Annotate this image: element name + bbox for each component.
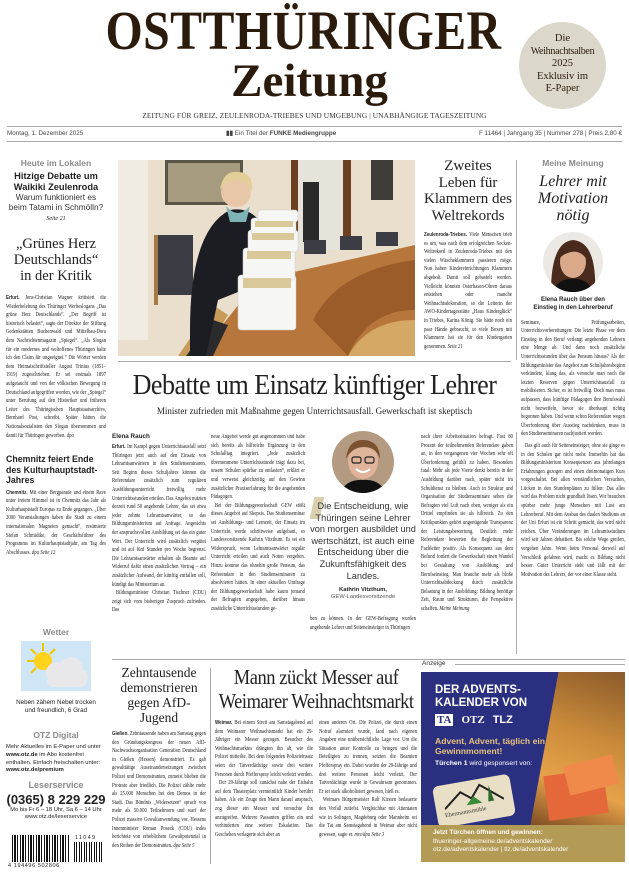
- article-text: Viele Menschen trieb es um, was nach dem erfolgreichen Socken-Weltrekord in Zeulenroda-Triebes mit den vielen Wäscheklammern passieren möge. Nun haben Kindereinrichtungen Klammern abgeholt. Damit soll gebastelt werden. Vielleicht könnten Osterhasen-Ohren daraus entstehen oder manche Weihnachtsdekoration, so die Leiterin der AWO-Kindertagesstätte „Haus Kinderglück“ in Triebes, Karina König. Sie hätte noch ein paar Hände gebraucht, so viele Boxen mit Klammern hat sie für den Kindergarten genommen.: [424, 232, 512, 350]
- divider: [112, 659, 625, 660]
- badge-line: E-Paper: [545, 83, 580, 94]
- funke-icon: ▮▮: [226, 130, 235, 137]
- masthead-title-line1: OSTTHÜRINGER: [105, 0, 502, 61]
- pull-quote: Die Entscheidung, wie Thüringen seine Lehrer von morgen ausbildet und wertschätzt, ist auch eine Entscheidung über die Zukunftsfähigkeit des Landes.: [310, 501, 416, 581]
- issue-date: Montag, 1. Dezember 2025: [7, 130, 84, 137]
- ad-cta: Jetzt Türchen öffnen und gewinnen:: [433, 829, 543, 836]
- service-hours: Mo bis Fr 6 – 18 Uhr, Sa 6 – 14 Uhr: [10, 807, 102, 813]
- article-text: Bei der Bildungsgewerkschaft GEW stößt dieses Angebot auf Skepsis. Das Studienseminar sei Ausbildungs- und Lernzeit, der Einsatz im Unterricht werde schrittweise aufgebaut, so Landesvorsitzende Kathrin Vitzthum. Es sei ein Widerspruch, wenn Lehramtsanwärter regulär Unterricht erteilen und auch Noten vergeben. Hinzu komme das ohnehin große Pensum, das Referendare in den Studienseminaren zu absolvieren hätten. In einer aktuellen Umfrage der Bildungsgewerkschaft habe kaum jemand der Befragten angegeben, darüber hinaus zusätzliche Unterrichtsstunden ge-: [211, 502, 305, 612]
- service-title: Leserservice: [28, 780, 84, 790]
- klammern-photo[interactable]: [118, 160, 415, 356]
- service-url[interactable]: www.otz.de/leserservice: [24, 814, 88, 820]
- lead-col-2: [211, 433, 305, 613]
- lead-col-1: [112, 433, 206, 615]
- dateline: Weimar.: [215, 720, 233, 726]
- ad-slogan: Advent, Advent, täglich ein Gewinnmoment!: [435, 736, 545, 756]
- badge-line: 2025: [552, 58, 573, 69]
- e-paper-badge[interactable]: [519, 22, 606, 109]
- source-ref: dpa: [66, 432, 74, 439]
- digital-link[interactable]: www.otz.de: [6, 751, 38, 758]
- chemnitz-article-text: [6, 489, 106, 558]
- opinion-kicker: Meine Meinung: [542, 158, 604, 168]
- article-text: Zehntausende haben am Samstag gegen den Gründungskongress der neuen AfD-Nachwuchsorganisation Generation Deutschland in Gießen (Hessen) demonstriert. Es gab gewalttätige Auseinandersetzungen zwischen Polizei und Demonstranten, zumeist blieben die Proteste aber friedlich. Die Polizei zählte mehr als 25.000 Menschen bei den Demos in der Stadt. Das Bündnis „Widersetzen“ sprach von mehr als 50.000 Teilnehmern und warf der Polizei massive Gewaltanwendung vor. Hessens Innenminister Roman Poseck (CDU) indes berichtete von erheblichem Gewaltpotenzial in den Reihen der Demonstranten.: [112, 731, 206, 849]
- premium-link[interactable]: www.otz.de/premium: [6, 767, 64, 774]
- article-text: einen anderen Ort. Die Polizei, die durch einen Notruf alarmiert wurde, fand nach eigenen Angaben eine unübersichtliche Lage vor. Um die Situation unter Kontrolle zu bringen und die Beteiligten zu trennen, setzten die Beamten Pfefferspray ein. Dabei wurden der 29-Jährige und drei weitere Personen leicht verletzt. Der Tatverdächtige wurde in Gewahrsam genommen. Er sei stark alkoholisiert gewesen, hieß es.: [319, 720, 417, 795]
- source-ref: Seite 21: [447, 343, 463, 350]
- lead-headline[interactable]: Debatte um Einsatz künftiger Lehrer: [132, 369, 497, 401]
- weather-title: Wetter: [42, 627, 70, 637]
- ad-url-1[interactable]: thueringer-allgemeine.de/adventskalender: [433, 837, 553, 845]
- article-text: Bildungsminister Christian Tischner (CDU) zeigt sich vom bisherigen Zuspruch zufrieden. Das: [112, 590, 206, 614]
- dateline: Chemnitz.: [6, 489, 28, 496]
- leserservice-box: [4, 780, 108, 821]
- divider: [455, 664, 625, 665]
- lead-text: [112, 443, 206, 615]
- quote-portrait: [332, 431, 394, 493]
- article-text: Jens-Christian Wagner kritisiert die Wiederbelebung des Thüringer Werbeslogans „Das grüne Herz Deutschlands“. „Der Begriff ist historisch belastet“, sagte der Direktor der Stiftung Gedenkstätten Buchenwald und Mittelbau-Dora dem Nachrichtenmagazin „Spiegel“. „Als Slogan für ein modernes und weltoffenes Thüringen halte ich den Claim für ungeeignet.“ Die Wörter werden dem Heimatschriftsteller August Trinius (1851–1919) zugeschrieben. Er sei erstmals 1897 aufgetaucht und von der völkischen Bewegung in Deutschland aufgegriffen worden, wie der „Spiegel“ unter Berufung auf den Historiker und früheren Leiter des Thüringischen Hauptstaatsarchivs, Bernhard Post, schreibt. Später hätten die Nationalsozialisten den Slogan übernommen und damit für Thüringen geworben.: [6, 295, 106, 439]
- weimar-col-2: [319, 719, 417, 839]
- digital-text-2: im Abo kostenfrei enthalten. Einfach freischalten unter:: [6, 751, 101, 766]
- article-text: Mit einer Bergparade und einem Rave unter freiem Himmel ist in Chemnitz das Jahr als Kulturhauptstadt Europas zu Ende gegangen. „Über 2000 Veranstaltungen haben die Stadt zu einem internationalen Magneten gemacht“, resümierte Stefan Schmidtke, der Geschäftsführer des Programms im Kulturhauptstadtjahr, am Tag des Abschlusses.: [6, 489, 106, 556]
- opinion-column: [521, 158, 625, 579]
- klammern-article: [424, 158, 512, 351]
- otz-digital-box: [6, 730, 106, 775]
- sponsor-bold: Türchen 1: [435, 760, 468, 767]
- weather-box: [6, 627, 106, 715]
- quote-name: Kathrin Vitzthum,: [339, 587, 387, 594]
- barcode-addon-bars: [74, 842, 104, 862]
- ta-logo: TA: [437, 714, 452, 726]
- ad-sponsor-line: [435, 760, 532, 767]
- article-text: Der 29-Jährige soll zunächst nahe der Eisbahn auf dem Theaterplatz vermeintlich Kinder berührt haben. Als ein Zeuge den Mann darauf ansprach, zog dieser ein Messer und versuchte ihn anzugreifen. Mehrere Passanten griffen ein und verhinderten eine weitere Eskalation. Das Geschehen verlagerte sich aber an: [215, 780, 313, 838]
- article-text: neue Angebot werde gut angenommen und habe sich bereits als hilfreiche Ergänzung in den Schulalltag integriert. „Jede zusätzlich übernommene Unterrichtsstunde trägt dazu bei, unsere Schulen spürbar zu entlasten“, erklärt er und verweist gleichzeitig auf den Gewinn zusätzlicher Praxiserfahrung für die angehenden Pädagogen.: [211, 434, 305, 501]
- local-headline[interactable]: Hitzige Debatte um Waikiki Zeulenroda: [13, 171, 99, 192]
- left-column: [6, 158, 106, 557]
- badge-line: Die: [554, 33, 571, 44]
- dateline: Erfurt.: [6, 295, 20, 301]
- sponsor-rest: wird gesponsert von:: [469, 760, 533, 767]
- divider: [118, 361, 511, 362]
- badge-line: Weihnachtsalben: [530, 45, 595, 57]
- local-page-ref: Seite 21: [46, 216, 66, 222]
- article-text: Bei einem Streit am Samstagabend auf dem Weimarer Weihnachtsmarkt hat ein 29-Jähriger ein Messer gezogen. Besucher des Weihnachtsmarktes drängten ihn ab, wie die Polizei mitteilte. Bei dem folgenden Polizeieinsatz seien der Tatverdächtige sowie drei weitere Personen durch Pfefferspray leicht verletzt worden.: [215, 720, 313, 778]
- chemnitz-headline[interactable]: Chemnitz feiert Ende des Kulturhauptstadt-Jahres: [6, 454, 98, 486]
- author-portrait: [543, 232, 603, 292]
- column-divider: [516, 432, 517, 654]
- article-text: nach ihrer Arbeitssituation befragt. Fast 80 Prozent der teilnehmenden Referendare gaben an, in den vergangenen vier Wochen sehr oft Überforderung gefühlt zu haben. Besonders fatal: Mehr als jede Vierte denkt bereits in der Ausbildung darüber nach, später nicht im Schuldienst zu bleiben. Auch in Struktur und Organisation der Studienseminare sehen die Befragten viel Luft nach oben, weniger als ein Drittel empfinden sie als hilfreich. Zu den Kritikpunkten gehört ungenügende Transparenz der Leistungsbewertung. Deutlich mehr Referendare bewerten die Begleitung der Fachleiter positiv. Als Konsequenz aus dem Befund fordert die Gewerkschaft einen Wandel bei Gestaltung von Ausbildung und Berufseinstieg. Man brauche mehr als bloße Unterrichtsabdeckung durch zusätzliche Belastung in der Ausbildung: Bildung benötige Zeit, Raum und Strukturen, die Perspektive schaffen.: [421, 434, 513, 612]
- divider: [7, 126, 622, 127]
- lead-subheadline: Minister zufrieden mit Maßnahme gegen Unterrichtsausfall. Gewerkschaft ist skeptisch: [156, 406, 473, 416]
- afd-headline[interactable]: Zehntausende demonstrieren gegen AfD-Jugend: [120, 665, 198, 725]
- local-kicker: Heute im Lokalen: [20, 158, 92, 168]
- tlz-logo: TLZ: [492, 714, 513, 726]
- sponsor-name: Ebermannsmühle: [444, 805, 488, 820]
- service-phone[interactable]: (0365) 8 229 229: [6, 792, 106, 807]
- article-text: Im Kampf gegen Unterrichtsausfall setzt Thüringen jetzt auch auf den Einsatz von Lehramtsanwärtern in den Studienseminaren. Seit Beginn dieses Schuljahres können die Referendare zusätzlich zum regulären Ausbildungsunterricht freiwillig mehr Unterrichtsstunden erteilen. Das Angebot nutzten derzeit rund 50 angehende Lehrer, das sei etwa jeder zehnte Lehramtsanwärter, so das Bildungsministerium auf Anfrage. Angesichts der anspruchsvollen Ausbildung sei das ein guter Wert. Der Unterricht wird zusätzlich vergütet und ist auf fünf Stunden pro Woche begrenzt. Die Lehramtsanwärter erhalten als Beamte auf Widerruf dafür einen zusätzlichen Vertrag – ein zusätzlicher Aufwand, der künftig entfallen soll, kündigt das Ministerium an.: [112, 444, 206, 588]
- weimar-col-1: [215, 719, 313, 839]
- digital-text-1: Mehr Aktuelles im E-Paper und unter: [6, 744, 101, 750]
- column-divider: [516, 160, 517, 360]
- article-text: Weimars Bürgermeister Ralf Kirsten bedauerte den Vorfall zutiefst. Vergleichbar mit Attentaten wie in Solingen, Magdeburg oder Mannheim sei die Tat am Samstagabend in Weimar aber nicht gewesen, sagte er.: [319, 797, 417, 838]
- opinion-caption: Elena Rauch über den Einstieg in den Lehrerberuf: [533, 296, 613, 311]
- klammern-text: [424, 231, 512, 351]
- source-ref: dpa Seite 5: [173, 842, 195, 849]
- sponsor-tag: [432, 774, 516, 829]
- ad-url-2[interactable]: otz.de/adventskalender | tlz.de/adventskalender: [433, 846, 569, 854]
- article-text: ben zu können. In der GEW-Befragung wurden angehende Lehrer und Seiteneinsteiger in Thüringen: [310, 616, 416, 631]
- barcode-addon-digits: 11049: [75, 835, 97, 841]
- badge-line: Exklusiv im: [536, 70, 589, 82]
- barcode-digits: 4 194496 502806: [8, 863, 60, 869]
- opinion-text: [521, 319, 625, 580]
- lead-author: Elena Rauch: [112, 433, 150, 440]
- publisher-line[interactable]: [226, 130, 336, 137]
- weather-text: Neben zähem Nebel trocken und freundlich, 6 Grad: [16, 699, 96, 714]
- ad-title: DER ADVENTS-KALENDER VON: [435, 684, 528, 709]
- dateline: Zeulenroda-Triebes.: [424, 232, 467, 238]
- tagline: ZEITUNG FÜR GREIZ, ZEULENRODA-TRIEBES UND UMGEBUNG | UNABHÄNGIGE TAGESZEITUNG: [142, 111, 487, 120]
- local-subheadline: Warum funktioniert es beim Tatami in Schmölln?: [8, 192, 104, 212]
- barcode-bars: [12, 835, 70, 862]
- advent-calendar-ad[interactable]: [421, 672, 625, 862]
- lead-col-3: [310, 431, 416, 632]
- mountain-logo-icon: [442, 779, 505, 811]
- issue-info: F 11464 | Jahrgang 35 | Nummer 278 | Preis 2,80 €: [478, 130, 622, 137]
- publisher-prefix: Ein Titel der: [234, 130, 268, 137]
- divider: [7, 141, 622, 142]
- herz-headline[interactable]: „Grünes Herz Deutschlands“ in der Kritik: [13, 236, 99, 284]
- herz-article-text: [6, 294, 106, 440]
- dateline: Gießen.: [112, 731, 129, 737]
- afd-article: [112, 665, 206, 850]
- klammern-headline[interactable]: Zweites Leben für Klammern des Weltrekords: [424, 158, 512, 224]
- dateline-bar: [7, 130, 622, 137]
- barcode: [8, 835, 106, 871]
- publisher-name: FUNKE Mediengruppe: [269, 130, 337, 137]
- ad-cta-band: [421, 825, 625, 862]
- otz-logo: OTZ: [461, 714, 485, 726]
- dateline: Erfurt.: [112, 444, 126, 450]
- masthead-title-line2: Zeitung: [231, 55, 388, 107]
- source-ref: mre/dpa Seite 3: [354, 831, 385, 838]
- lead-col-3-text: [310, 615, 416, 632]
- digital-title: OTZ Digital: [33, 730, 79, 740]
- quote-role: GEW-Landesvorsitzende: [330, 594, 396, 601]
- lead-col-4: [421, 433, 513, 613]
- opinion-paragraph: Seminare, Prüfungsarbeiten, Unterrichtsvorbereitungen: Die letzte Phase vor dem Einstieg in den Beruf verlangt angehenden Lehrern eine Menge ab. Und dann noch zusätzliche Unterrichtsstunden über das Pensum hinaus? Als der Bildungsminister das Angebot zum Schuljahresbeginn verkündete, klang das, als versuche man noch die letzten Reserven gegen Unterrichtsausfall zu mobilisieren. Sicher, es ist freiwillig. Doch man muss aufpassen, dass künftige Pädagogen ihre Berufswahl nicht bezweifeln, bevor sie überhaupt richtig begonnen haben. Und wenn schon Referendare wegen Überforderung über Ausstieg nachdenken, muss in den Studienseminaren nachjustiert werden.: [521, 319, 625, 438]
- source-ref: dpa Seite 12: [31, 549, 56, 556]
- weimar-headline[interactable]: Mann zückt Messer auf Weimarer Weihnachtsmarkt: [218, 665, 414, 713]
- ad-label: Anzeige: [422, 660, 446, 667]
- opinion-headline[interactable]: Lehrer mit Motivation nötig: [537, 173, 609, 224]
- afd-text: [112, 730, 206, 850]
- opinion-paragraph: Das gilt auch für Seiteneinsteiger, ohne sie ginge es in den Schulen gar nicht mehr. Immerhin hat das Bildungsministerium Konsequenzen aus jahrelangen Erfahrungen gezogen und einen dreimonatigen Kurs vorgeschaltet. Bei allen verständlichen Versuchen, Lücken in den Stundenplänen zu füllen: Das alles wird das Problem nicht grundhaft lösen. Wir brauchen spürbar mehr junge Menschen mit Lust am Lehrerberuf. Mit dem Ausbau des dualen Studiums an der Uni Erfurt ist ein Schritt gemacht, das wird nicht reichen. Über Veränderungen im Lehramtsstudium wird seit Jahren debattiert. Bis solche Wege greifen, vergehen Jahre. Wenn beim Personal derweil auf Verschleiß gefahren wird, macht es Bildung nicht besser. Guter Unterricht steht und fällt mit der Motivation des Lehrers, der vor einer Klasse steht.: [521, 442, 625, 578]
- column-divider: [210, 668, 211, 864]
- digital-text: [6, 744, 106, 775]
- opinion-ref-link[interactable]: Meine Meinung: [439, 605, 470, 612]
- sun-cloud-icon: [21, 641, 91, 691]
- ad-logos: [435, 714, 513, 726]
